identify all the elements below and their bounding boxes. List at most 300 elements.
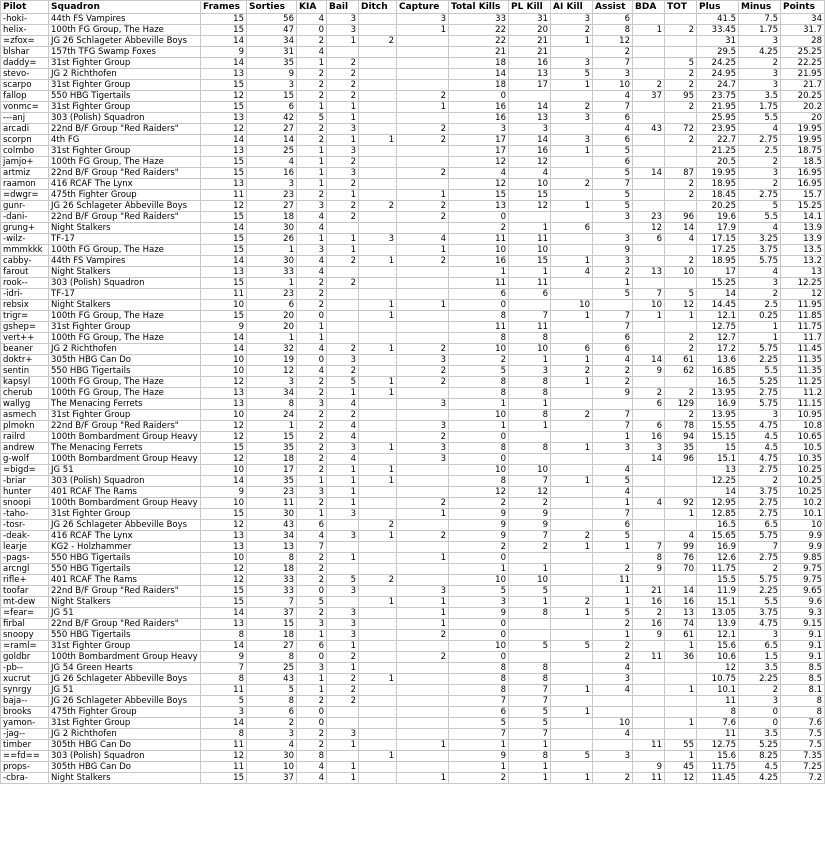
stat-cell: 2 — [633, 608, 665, 619]
stat-cell: 22.25 — [781, 58, 825, 69]
stat-cell: 25.25 — [781, 47, 825, 58]
stat-cell: 10.25 — [781, 487, 825, 498]
table-header — [1, 1, 825, 14]
stat-cell: 1 — [593, 498, 633, 509]
stat-cell: 2 — [397, 366, 449, 377]
table-row — [1, 190, 825, 201]
stat-cell: 15.6 — [697, 641, 739, 652]
table-row — [1, 245, 825, 256]
stat-cell: 5 — [739, 201, 781, 212]
squadron-cell: JG 26 Schlageter Abbeville Boys — [49, 696, 201, 707]
squadron-cell: 31st Fighter Group — [49, 509, 201, 520]
stat-cell: 5 — [593, 168, 633, 179]
stat-cell: 7 — [449, 696, 509, 707]
stat-cell: 3 — [739, 630, 781, 641]
stat-cell — [397, 696, 449, 707]
stat-cell: 3 — [327, 608, 359, 619]
stat-cell: 1 — [327, 113, 359, 124]
table-row — [1, 718, 825, 729]
stat-cell: 14 — [509, 102, 551, 113]
stat-cell: 2.25 — [739, 586, 781, 597]
stat-cell: 1 — [297, 234, 327, 245]
stat-cell: 5 — [593, 146, 633, 157]
stat-cell: 1 — [297, 58, 327, 69]
table-row — [1, 630, 825, 641]
stat-cell — [327, 289, 359, 300]
stat-cell — [633, 102, 665, 113]
stat-cell — [665, 663, 697, 674]
stat-cell: 4 — [739, 267, 781, 278]
stat-cell: 7 — [509, 685, 551, 696]
stat-cell — [359, 91, 397, 102]
stat-cell: 2 — [509, 542, 551, 553]
stat-cell: 5 — [593, 531, 633, 542]
stat-cell: 15 — [201, 245, 247, 256]
table-row — [1, 157, 825, 168]
stat-cell: 7 — [593, 421, 633, 432]
pilot-cell: mt-dew — [1, 597, 49, 608]
stat-cell: 13 — [509, 69, 551, 80]
stat-cell: 12 — [201, 421, 247, 432]
stat-cell: 1 — [633, 311, 665, 322]
stat-cell: 2 — [297, 696, 327, 707]
stat-cell: 2 — [397, 377, 449, 388]
stat-cell: 8 — [201, 630, 247, 641]
stat-cell: 14 — [665, 223, 697, 234]
stat-cell: 14 — [201, 476, 247, 487]
stat-cell: 5 — [551, 751, 593, 762]
stat-cell: 4.5 — [739, 762, 781, 773]
stat-cell: 1 — [397, 608, 449, 619]
stat-cell: 21.7 — [781, 80, 825, 91]
stat-cell: 11.45 — [697, 773, 739, 784]
stat-cell: 7 — [593, 179, 633, 190]
stat-cell: 35 — [247, 443, 297, 454]
table-row — [1, 707, 825, 718]
stat-cell: 1 — [551, 377, 593, 388]
stat-cell: 20 — [247, 322, 297, 333]
stat-cell: 2 — [665, 256, 697, 267]
stat-cell: 2 — [297, 608, 327, 619]
stat-cell: 0 — [449, 630, 509, 641]
stat-cell: 2 — [449, 498, 509, 509]
pilot-cell: -dani- — [1, 212, 49, 223]
stat-cell: 1 — [327, 245, 359, 256]
stat-cell: 5.25 — [739, 740, 781, 751]
stat-cell — [665, 520, 697, 531]
stat-cell: 1 — [327, 641, 359, 652]
pilot-cell: synrgy — [1, 685, 49, 696]
stat-cell: 3.5 — [739, 729, 781, 740]
stat-cell: 9.3 — [781, 608, 825, 619]
stat-cell: 15 — [201, 234, 247, 245]
stat-cell: 12.25 — [697, 476, 739, 487]
stat-cell — [551, 245, 593, 256]
stat-cell: 5 — [449, 718, 509, 729]
stat-cell — [551, 388, 593, 399]
stat-cell — [593, 762, 633, 773]
stat-cell: 1 — [327, 388, 359, 399]
stat-cell: 8 — [297, 751, 327, 762]
stat-cell: 11.75 — [697, 762, 739, 773]
squadron-cell: 4th FG — [49, 135, 201, 146]
stat-cell: 16 — [633, 619, 665, 630]
stat-cell: 9 — [509, 520, 551, 531]
table-row — [1, 256, 825, 267]
table-row — [1, 344, 825, 355]
stat-cell: 15 — [247, 619, 297, 630]
stat-cell: 1 — [397, 509, 449, 520]
stat-cell — [593, 696, 633, 707]
stat-cell — [359, 696, 397, 707]
stat-cell: 1 — [359, 256, 397, 267]
stat-cell: 11 — [449, 278, 509, 289]
stat-cell: 4.25 — [739, 773, 781, 784]
stat-cell — [397, 157, 449, 168]
stat-cell: 5 — [593, 608, 633, 619]
stat-cell: 12 — [201, 454, 247, 465]
stat-cell: 1 — [509, 267, 551, 278]
stat-cell: 2 — [551, 597, 593, 608]
stat-cell: 19.95 — [781, 124, 825, 135]
stat-cell — [359, 509, 397, 520]
stat-cell — [509, 91, 551, 102]
column-header: Bail — [327, 1, 359, 14]
stat-cell: 2 — [297, 69, 327, 80]
squadron-cell: 303 (Polish) Squadron — [49, 751, 201, 762]
stat-cell: 3 — [593, 69, 633, 80]
stat-cell: 10 — [201, 366, 247, 377]
stat-cell: 2 — [449, 223, 509, 234]
stat-cell: 4 — [593, 685, 633, 696]
stat-cell: 1 — [397, 300, 449, 311]
stat-cell: 5.5 — [739, 366, 781, 377]
stat-cell: 14 — [201, 641, 247, 652]
stat-cell: 7 — [201, 663, 247, 674]
stat-cell: 8 — [449, 476, 509, 487]
pilot-cell: snoopy — [1, 630, 49, 641]
stat-cell: 15 — [247, 91, 297, 102]
stat-cell: 9.1 — [781, 630, 825, 641]
stat-cell: 5.75 — [739, 399, 781, 410]
stat-cell — [359, 421, 397, 432]
stat-cell: 21.25 — [697, 146, 739, 157]
stat-cell — [359, 685, 397, 696]
stat-cell: 10.8 — [781, 421, 825, 432]
table-row — [1, 201, 825, 212]
stat-cell: 7.25 — [781, 762, 825, 773]
stat-cell: 18.95 — [697, 179, 739, 190]
stat-cell: 2 — [327, 58, 359, 69]
stat-cell: 8 — [449, 311, 509, 322]
stat-cell: 2 — [359, 201, 397, 212]
stat-cell — [397, 58, 449, 69]
stat-cell: 3 — [739, 168, 781, 179]
stat-cell: 0 — [297, 707, 327, 718]
squadron-cell: The Menacing Ferrets — [49, 443, 201, 454]
table-row — [1, 696, 825, 707]
stat-cell — [551, 652, 593, 663]
stat-cell: 12 — [201, 564, 247, 575]
stat-cell: 15.65 — [697, 531, 739, 542]
stat-cell: 9 — [449, 509, 509, 520]
stat-cell: 10 — [449, 575, 509, 586]
stat-cell: 14 — [201, 718, 247, 729]
table-row — [1, 168, 825, 179]
stat-cell: 3 — [247, 80, 297, 91]
stat-cell: 3 — [297, 245, 327, 256]
table-row — [1, 58, 825, 69]
stat-cell: 12 — [201, 201, 247, 212]
column-header: Frames — [201, 1, 247, 14]
stat-cell: 3.75 — [739, 487, 781, 498]
squadron-cell: 401 RCAF The Rams — [49, 487, 201, 498]
pilot-cell: -jag-- — [1, 729, 49, 740]
stat-cell — [397, 762, 449, 773]
stat-cell — [397, 267, 449, 278]
squadron-cell: JG 51 — [49, 465, 201, 476]
stat-cell: 14 — [201, 256, 247, 267]
stat-cell: 8 — [449, 333, 509, 344]
squadron-cell: TF-17 — [49, 289, 201, 300]
stat-cell: 14 — [201, 36, 247, 47]
stat-cell: 15 — [697, 443, 739, 454]
stat-cell — [359, 245, 397, 256]
stat-cell: 5 — [551, 641, 593, 652]
stat-cell: 13.2 — [781, 256, 825, 267]
stat-cell: 62 — [665, 366, 697, 377]
squadron-cell: 157th TFG Swamp Foxes — [49, 47, 201, 58]
stat-cell — [665, 278, 697, 289]
stat-cell — [359, 553, 397, 564]
stat-cell: 3 — [297, 487, 327, 498]
stat-cell: 1 — [665, 751, 697, 762]
stat-cell — [551, 47, 593, 58]
squadron-cell: 44th FS Vampires — [49, 256, 201, 267]
stat-cell: 2 — [327, 91, 359, 102]
pilot-cell: scorpn — [1, 135, 49, 146]
stat-cell: 74 — [665, 619, 697, 630]
table-row — [1, 498, 825, 509]
stat-cell: 1 — [297, 322, 327, 333]
stat-cell: 1 — [327, 740, 359, 751]
pilot-cell: artmiz — [1, 168, 49, 179]
stat-cell: 7 — [593, 509, 633, 520]
stat-cell: 13.9 — [697, 619, 739, 630]
stat-cell: 0 — [297, 718, 327, 729]
stat-cell: 6 — [551, 223, 593, 234]
stat-cell: 12.1 — [697, 311, 739, 322]
table-row — [1, 267, 825, 278]
stat-cell: 4 — [297, 256, 327, 267]
table-row — [1, 410, 825, 421]
stat-cell: 10 — [201, 465, 247, 476]
stat-cell: 7 — [593, 58, 633, 69]
pilot-cell: =zfox= — [1, 36, 49, 47]
table-row — [1, 146, 825, 157]
stat-cell: 129 — [665, 399, 697, 410]
stat-cell: 14 — [201, 608, 247, 619]
stat-cell: 3 — [449, 597, 509, 608]
stat-cell: 12.1 — [697, 630, 739, 641]
stat-cell: 10 — [509, 245, 551, 256]
stat-cell: 19.6 — [697, 212, 739, 223]
stat-cell: 13 — [697, 465, 739, 476]
stat-cell: 8 — [449, 443, 509, 454]
stat-cell: 92 — [665, 498, 697, 509]
stat-cell: 14 — [201, 58, 247, 69]
stat-cell: 3 — [297, 201, 327, 212]
stat-cell: 3 — [593, 212, 633, 223]
table-body — [1, 14, 825, 784]
stat-cell: 4 — [593, 91, 633, 102]
table-row — [1, 729, 825, 740]
stat-cell: 12 — [201, 91, 247, 102]
stat-cell: 2 — [327, 69, 359, 80]
column-header: Points — [781, 1, 825, 14]
stat-cell: 11.2 — [781, 388, 825, 399]
squadron-cell: Night Stalkers — [49, 300, 201, 311]
pilot-cell: kapsyl — [1, 377, 49, 388]
stat-cell — [551, 91, 593, 102]
stat-cell: 8 — [509, 608, 551, 619]
stat-cell: 12 — [509, 201, 551, 212]
stat-cell: 2 — [739, 179, 781, 190]
stat-cell: 9 — [449, 751, 509, 762]
stat-cell: 3 — [397, 355, 449, 366]
table-row — [1, 487, 825, 498]
stat-cell — [359, 630, 397, 641]
stat-cell: 16 — [633, 597, 665, 608]
stat-cell: 8 — [633, 553, 665, 564]
stat-cell — [359, 564, 397, 575]
squadron-cell: 100th FG Group, The Haze — [49, 377, 201, 388]
squadron-cell: 416 RCAF The Lynx — [49, 179, 201, 190]
pilot-cell: helix- — [1, 25, 49, 36]
stat-cell: 15.5 — [697, 575, 739, 586]
stat-cell — [665, 157, 697, 168]
stat-cell: 12 — [449, 179, 509, 190]
stat-cell: 15.1 — [697, 454, 739, 465]
stat-cell: 30 — [247, 509, 297, 520]
stat-cell: 9.1 — [781, 652, 825, 663]
stat-cell: 10 — [593, 718, 633, 729]
stat-cell: 3 — [247, 377, 297, 388]
stat-cell: 1 — [359, 465, 397, 476]
table-row — [1, 564, 825, 575]
stat-cell: 1 — [739, 333, 781, 344]
stat-cell: 5 — [593, 289, 633, 300]
stat-cell — [397, 685, 449, 696]
stat-cell: 1 — [551, 608, 593, 619]
stat-cell: 1 — [551, 201, 593, 212]
column-header: BDA — [633, 1, 665, 14]
squadron-cell: 100th FG Group, The Haze — [49, 157, 201, 168]
stat-cell: 1 — [297, 509, 327, 520]
stat-cell: 23 — [247, 289, 297, 300]
stat-cell — [633, 751, 665, 762]
stat-cell: 10 — [509, 179, 551, 190]
stat-cell: 2 — [397, 652, 449, 663]
squadron-cell: JG 2 Richthofen — [49, 729, 201, 740]
stat-cell: 2 — [509, 498, 551, 509]
stat-cell: 1 — [449, 399, 509, 410]
stat-cell: 22 — [449, 36, 509, 47]
stat-cell: 17 — [449, 135, 509, 146]
stat-cell: 2 — [397, 91, 449, 102]
stat-cell: 2 — [297, 289, 327, 300]
stat-cell: 13 — [449, 201, 509, 212]
stat-cell: 0 — [297, 355, 327, 366]
stat-cell — [359, 498, 397, 509]
stat-cell: 14.1 — [781, 212, 825, 223]
stat-cell: 1 — [327, 773, 359, 784]
stat-cell: 12.7 — [697, 333, 739, 344]
stat-cell: 8 — [449, 663, 509, 674]
pilot-cell: =dwgr= — [1, 190, 49, 201]
stat-cell: 1 — [593, 432, 633, 443]
table-row — [1, 289, 825, 300]
stat-cell — [359, 762, 397, 773]
stat-cell — [665, 14, 697, 25]
pilot-cell: vonmc= — [1, 102, 49, 113]
stat-cell: 14 — [633, 168, 665, 179]
stat-cell: 15 — [201, 212, 247, 223]
stat-cell — [397, 311, 449, 322]
stat-cell: 8.5 — [781, 663, 825, 674]
squadron-cell: 550 HBG Tigertails — [49, 630, 201, 641]
stat-cell — [509, 300, 551, 311]
stat-cell: 21.95 — [697, 102, 739, 113]
stat-cell: 11 — [201, 685, 247, 696]
stat-cell — [327, 542, 359, 553]
stat-cell: 9.65 — [781, 586, 825, 597]
stat-cell: 15 — [201, 80, 247, 91]
squadron-cell: JG 26 Schlageter Abbeville Boys — [49, 201, 201, 212]
stat-cell: 13.5 — [781, 245, 825, 256]
squadron-cell: 305th HBG Can Do — [49, 740, 201, 751]
stat-cell — [633, 190, 665, 201]
stat-cell: 3 — [247, 179, 297, 190]
stat-cell: 3 — [593, 751, 633, 762]
stat-cell: 4 — [327, 454, 359, 465]
stat-cell: 10 — [449, 245, 509, 256]
squadron-cell: 100th FG Group, The Haze — [49, 311, 201, 322]
stat-cell: 19.95 — [697, 168, 739, 179]
pilot-cell: scarpo — [1, 80, 49, 91]
squadron-cell: 31st Fighter Group — [49, 322, 201, 333]
stat-cell: 2 — [327, 410, 359, 421]
stat-cell — [509, 553, 551, 564]
pilot-cell: -briar — [1, 476, 49, 487]
stat-cell: 47 — [247, 25, 297, 36]
stat-cell: 1 — [665, 685, 697, 696]
stat-cell: 19 — [247, 355, 297, 366]
stat-cell — [397, 674, 449, 685]
stat-cell: 16.5 — [697, 377, 739, 388]
stat-cell: 4 — [297, 531, 327, 542]
stat-cell: 12 — [781, 289, 825, 300]
stat-cell: 8 — [509, 410, 551, 421]
stat-cell: 1 — [247, 421, 297, 432]
stat-cell: 13.05 — [697, 608, 739, 619]
stat-cell — [593, 399, 633, 410]
pilot-cell: g-wolf — [1, 454, 49, 465]
stat-cell: 2 — [739, 58, 781, 69]
squadron-cell: 22nd B/F Group "Red Raiders" — [49, 168, 201, 179]
stat-cell — [633, 278, 665, 289]
stat-cell: 3.25 — [739, 234, 781, 245]
